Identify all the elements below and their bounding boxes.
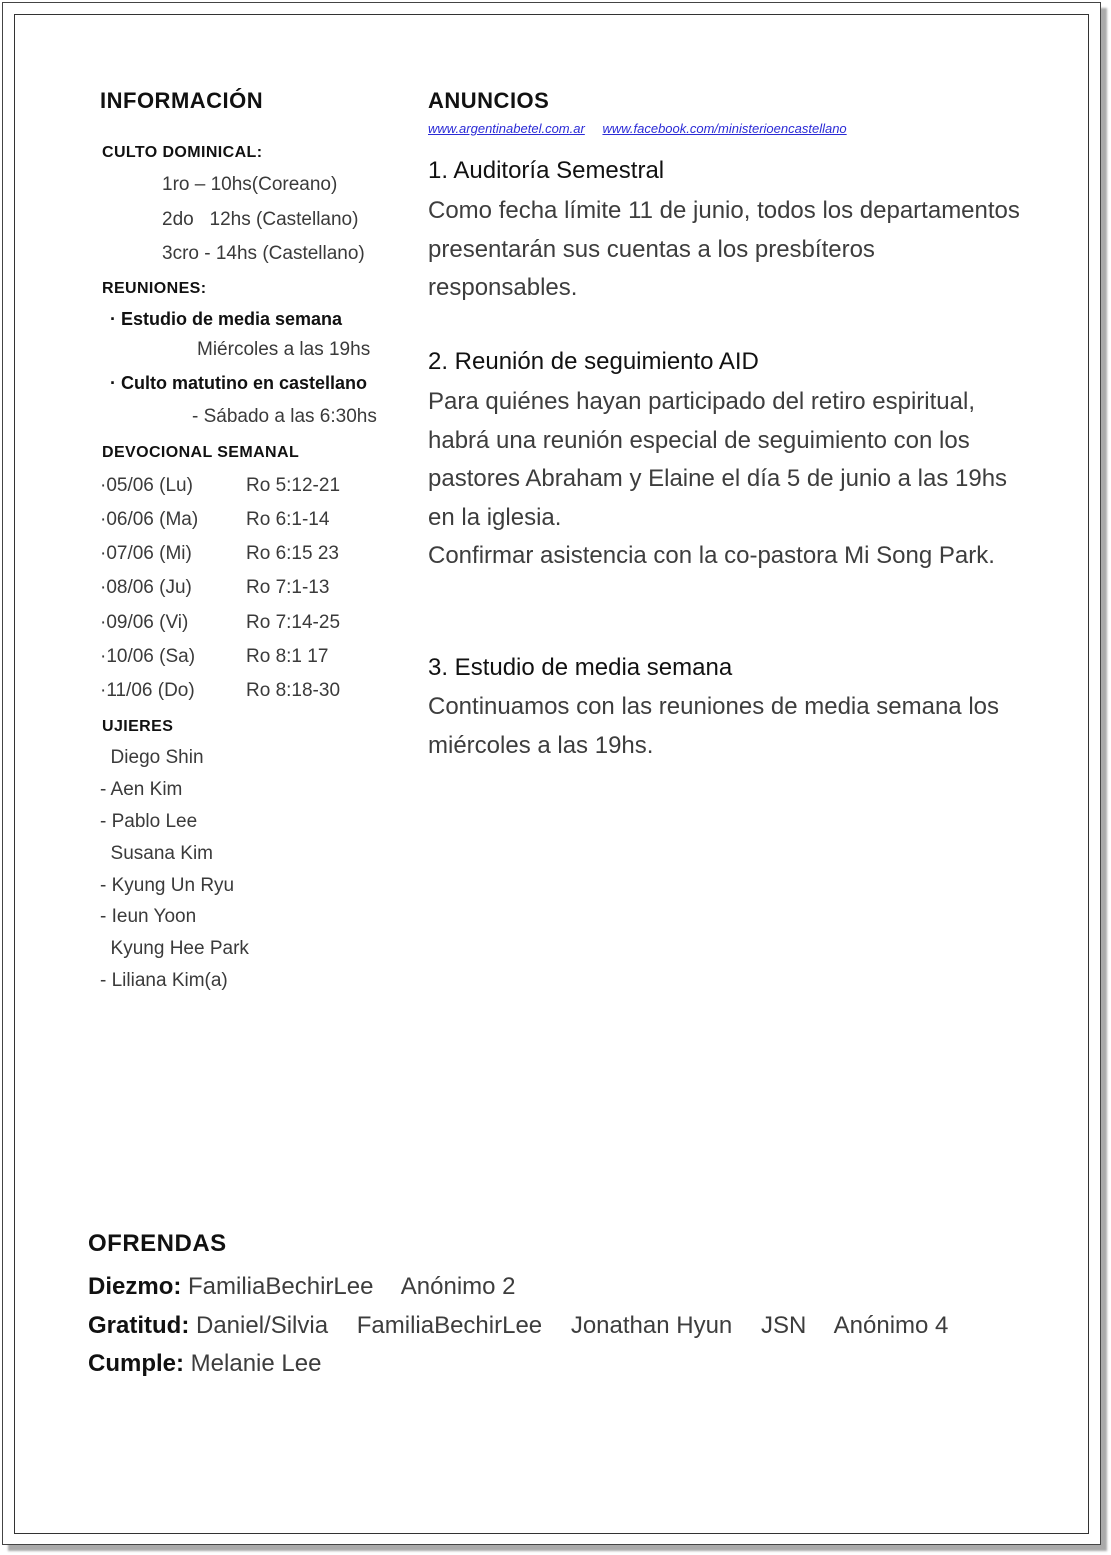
ofrendas-section [88,1230,1048,1384]
announcement-paragraph: Continuamos con las reuniones de media semana los miércoles a las 19hs. [428,693,999,759]
devocional-ref: Ro 8:1 17 [246,646,329,667]
announcement-paragraph: Confirmar asistencia con la co-pastora Mi Song Park. [428,542,995,569]
usher-name: - Liliana Kim(a) [100,970,228,991]
donor: FamiliaBechirLee [188,1273,374,1300]
announcement-body [428,688,1028,765]
devocional-ref: Ro 7:1-13 [246,577,330,598]
announcement-body [428,383,1028,576]
culto-line: 2do 12hs (Castellano) [162,209,359,230]
announcement-title: 1. Auditoría Semestral [428,157,665,184]
reunion-title: · Culto matutino en castellano [110,373,368,393]
announcement-paragraph: Para quiénes hayan participado del retiro espiritual, habrá una reunión especial de seguimiento con los pastores Abraham y Elaine el día 5 de junio a las 19hs en la iglesia. [428,388,1008,531]
devocional-ref: Ro 8:18-30 [246,680,341,701]
announcement-title: 3. Estudio de media semana [428,654,733,681]
donor: Daniel/Silvia [196,1311,329,1339]
reuniones-heading: REUNIONES: [102,280,207,297]
usher-name: Diego Shin [100,747,204,768]
cumple-label: Cumple: [88,1350,184,1377]
culto-line: 3cro - 14hs (Castellano) [162,243,365,264]
devocional-ref: Ro 7:14-25 [246,612,341,633]
gratitud-label: Gratitud: [88,1311,190,1339]
facebook-link[interactable]: www.facebook.com/ministerioencastellano [602,121,847,136]
devocional-date: ·07/06 (Mi) [100,543,192,564]
devocional-ref: Ro 6:1-14 [246,509,330,530]
usher-name: Susana Kim [100,843,213,864]
devocional-ref: Ro 5:12-21 [246,475,341,496]
website-links [428,121,861,136]
devocional-date: ·10/06 (Sa) [100,646,196,667]
announcement-title: 2. Reunión de seguimiento AID [428,348,759,375]
devocional-date: ·08/06 (Ju) [100,577,192,598]
reunion-time: Miércoles a las 19hs [197,339,371,360]
reunion-time: - Sábado a las 6:30hs [192,406,377,427]
devocional-ref: Ro 6:15 23 [246,543,339,564]
cumple-line [88,1345,1048,1384]
donor: JSN [760,1311,807,1339]
usher-name: Kyung Hee Park [100,938,249,959]
devocional-date: ·09/06 (Vi) [100,612,189,633]
announcement-paragraph: Como fecha límite 11 de junio, todos los departamentos presentarán sus cuentas a los presbíteros responsables. [428,197,1020,301]
donor: Anónimo 4 [833,1311,949,1339]
usher-name: - Kyung Un Ryu [100,875,235,896]
usher-name: - Pablo Lee [100,811,198,832]
announcement-body [428,192,1028,308]
donor: Melanie Lee [190,1350,322,1377]
anuncios-title: ANUNCIOS [428,88,550,113]
ujieres-heading: UJIERES [102,718,174,735]
ofrendas-title: OFRENDAS [88,1230,227,1257]
donor: Anónimo 2 [400,1273,516,1300]
reunion-title: · Estudio de media semana [110,309,343,329]
donor: FamiliaBechirLee [356,1311,543,1339]
usher-name: - Ieun Yoon [100,906,197,927]
culto-heading: CULTO DOMINICAL: [102,144,263,161]
info-title: INFORMACIÓN [100,88,264,113]
devocional-date: ·06/06 (Ma) [100,509,199,530]
devocional-heading: DEVOCIONAL SEMANAL [102,444,300,461]
gratitud-line [88,1307,1048,1346]
devocional-date: ·05/06 (Lu) [100,475,193,496]
website-link[interactable]: www.argentinabetel.com.ar [428,121,585,136]
donor: Jonathan Hyun [570,1311,733,1339]
diezmo-label: Diezmo: [88,1273,182,1300]
culto-line: 1ro – 10hs(Coreano) [162,174,338,195]
devocional-date: ·11/06 (Do) [100,680,195,701]
usher-name: - Aen Kim [100,779,183,800]
diezmo-line [88,1268,1048,1307]
